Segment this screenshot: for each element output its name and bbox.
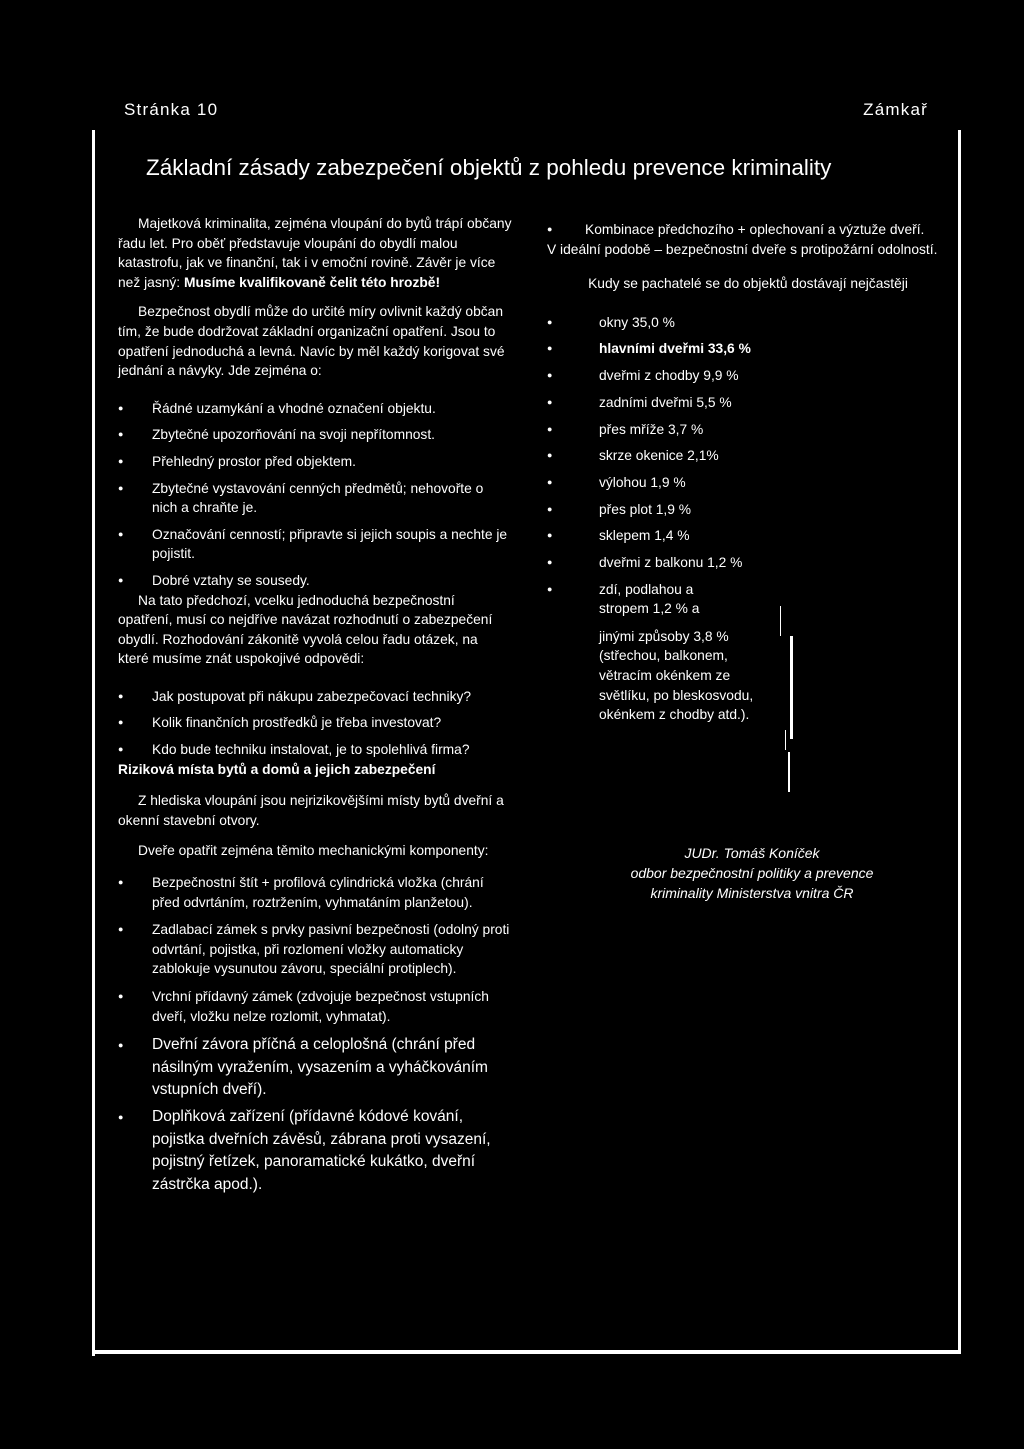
author-role: odbor bezpečnostní politiky a prevence kriminality Ministerstva vnitra ČR bbox=[630, 865, 874, 901]
ideal-door: V ideální podobě – bezpečnostní dveře s protipožární odolností. bbox=[547, 241, 938, 257]
door-list bbox=[547, 220, 959, 240]
list-item: ● Označování cenností; připravte si jejich soupis a nechte je pojistit. bbox=[118, 525, 512, 564]
author-block bbox=[612, 843, 892, 903]
entry-item: ● zdí, podlahou a stropem 1,2 % a bbox=[547, 580, 739, 619]
page-number: Stránka 10 bbox=[124, 100, 219, 119]
list-item: ● Dobré vztahy se sousedy. bbox=[118, 571, 512, 591]
combo-item bbox=[547, 220, 959, 240]
margin-mark bbox=[788, 752, 790, 792]
list-item: ● Doplňková zařízení (přídavné kódové kování, pojistka dveřních závěsů, zábrana proti vysazení, pojistný řetízek, panoramatické kukátko, dveřní zástrčka apod.). bbox=[118, 1106, 512, 1196]
entry-item: ● hlavními dveřmi 33,6 % bbox=[547, 339, 959, 359]
entry-item: ● přes plot 1,9 % bbox=[547, 500, 959, 520]
questions-list bbox=[118, 687, 512, 760]
list-item: ● Zbytečné vystavování cenných předmětů; nehovořte o nich a chraňte je. bbox=[118, 479, 512, 518]
entry-item: ● sklepem 1,4 % bbox=[547, 526, 959, 546]
list-item: ● Vrchní přídavný zámek (zdvojuje bezpečnost vstupních dveří, vložku nelze rozlomit, vyhmatat). bbox=[118, 987, 512, 1026]
entry-item: ● dveřmi z chodby 9,9 % bbox=[547, 366, 959, 386]
entry-list bbox=[547, 313, 959, 619]
entry-item: ● okny 35,0 % bbox=[547, 313, 959, 333]
entry-item: ● přes mříže 3,7 % bbox=[547, 420, 959, 440]
paragraph-5: Dveře opatřit zejména těmito mechanickými komponenty: bbox=[138, 843, 489, 859]
list-item: ● Zadlabací zámek s prvky pasivní bezpečnosti (odolný proti odvrtání, pojistka, při rozlomení vložky automaticky zablokuje vysunutou závoru, speciální protiplech). bbox=[118, 920, 512, 979]
right-column bbox=[547, 220, 959, 725]
margin-mark bbox=[790, 636, 793, 739]
article-title: Základní zásady zabezpečení objektů z pohledu prevence kriminality bbox=[146, 155, 832, 180]
intro-paragraph: Majetková kriminalita, zejména vloupání do bytů trápí občany řadu let. Pro oběť představuje vloupání do obydlí malou katastrofu, jak ve finanční, tak i v emoční rovině. Závěr je více než jasný: Musíme kvalifikovaně čelit této hrozbě! bbox=[118, 216, 512, 290]
list-item: ● Dveřní závora příčná a celoplošná (chrání před násilným vyražením, vysazením a vyháčkováním vstupních dveří). bbox=[118, 1034, 512, 1102]
section-heading: Riziková místa bytů a domů a jejich zabezpečení bbox=[118, 761, 436, 777]
section-name: Zámkař bbox=[863, 100, 928, 119]
paragraph-3: Na tato předchozí, vcelku jednoduchá bezpečnostní opatření, musí co nejdříve navázat rozhodnutí o zabezpečení obydlí. Rozhodování zákonitě vyvolá celou řadu otázek, na které musíme znát uspokojivé odpovědi: bbox=[118, 592, 493, 667]
entry-item: ● zadními dveřmi 5,5 % bbox=[547, 393, 959, 413]
margin-mark bbox=[780, 606, 781, 636]
list-item: ● Řádné uzamykání a vhodné označení objektu. bbox=[118, 399, 512, 419]
list-item: ● Bezpečnostní štít + profilová cylindrická vložka (chrání před odvrtáním, roztržením, vyhmatáním planžetou). bbox=[118, 873, 512, 912]
list-item: ● Jak postupovat při nákupu zabezpečovací techniky? bbox=[118, 687, 512, 707]
entry-title: Kudy se pachatelé se do objektů dostávají nejčastěji bbox=[588, 276, 908, 292]
list-item: ● Kdo bude techniku instalovat, je to spolehlivá firma? bbox=[118, 740, 512, 760]
list-item: ● Kolik finančních prostředků je třeba investovat? bbox=[118, 713, 512, 733]
other-ways: jinými způsoby 3,8 % (střechou, balkonem, větracím okénkem ze světlíku, po bleskosvodu, okénkem z chodby atd.). bbox=[599, 628, 754, 723]
paragraph-2: Bezpečnost obydlí může do určité míry ovlivnit každý občan tím, že bude dodržovat základní organizační opatření. Jsou to opatření jednoduchá a levná. Navíc by měl každý korigovat své jednání a návyky. Jde zejména o: bbox=[118, 304, 505, 379]
left-border bbox=[92, 130, 95, 1356]
combo-text: Kombinace předchozího + oplechovaní a výztuže dveří. bbox=[585, 222, 925, 237]
components-list bbox=[118, 873, 512, 1196]
bottom-border bbox=[92, 1350, 961, 1354]
entry-item: ● dveřmi z balkonu 1,2 % bbox=[547, 553, 959, 573]
paragraph-4: Z hlediska vloupání jsou nejrizikovějšími místy bytů dveřní a okenní stavební otvory. bbox=[118, 793, 504, 828]
entry-item: ● výlohou 1,9 % bbox=[547, 473, 959, 493]
measures-list bbox=[118, 399, 512, 591]
intro-bold: Musíme kvalifikovaně čelit této hrozbě! bbox=[183, 274, 441, 290]
entry-item: ● skrze okenice 2,1% bbox=[547, 446, 959, 466]
list-item: ● Zbytečné upozorňování na svoji nepřítomnost. bbox=[118, 425, 512, 445]
author-name: JUDr. Tomáš Koníček bbox=[684, 845, 820, 861]
margin-mark bbox=[785, 730, 786, 750]
left-column bbox=[118, 214, 512, 1196]
list-item: ● Přehledný prostor před objektem. bbox=[118, 452, 512, 472]
